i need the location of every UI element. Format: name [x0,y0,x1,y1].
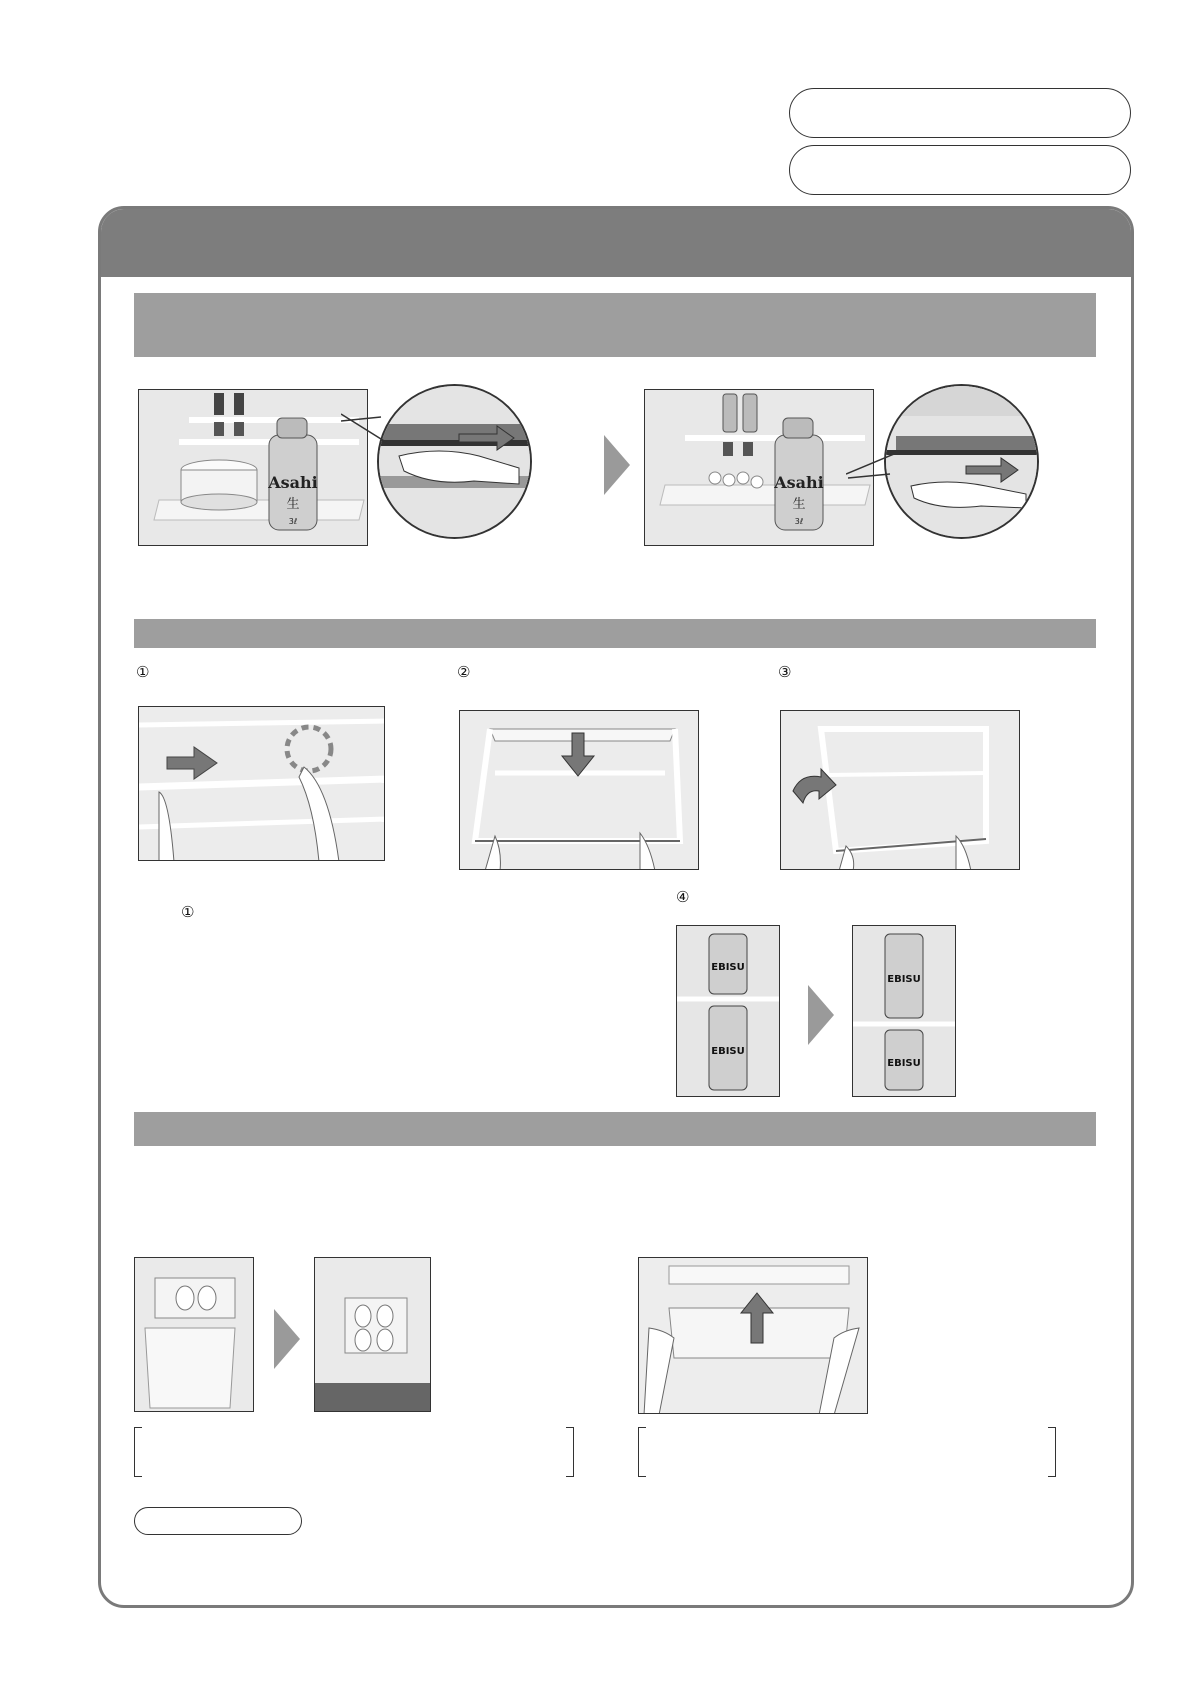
note-bracket-right-2 [1048,1427,1056,1477]
section-3-bar [134,1112,1096,1146]
step-1-label: ① [136,663,150,681]
egg-tray-photo-before [134,1257,254,1412]
ebisu-4-label: EBISU [887,1058,921,1069]
asahi-1-sub: 生 [286,497,300,512]
step-2-label: ② [457,663,471,681]
header-pill-bottom [789,145,1131,195]
asahi-2-sub: 生 [792,497,806,512]
zoom-callout-2 [846,444,896,484]
bottom-note-pill [134,1507,302,1535]
step-3-label: ③ [778,663,792,681]
shelf-photo-after [644,389,874,546]
step-4-photo-before [676,925,780,1097]
asahi-2-size: 3ℓ [794,517,804,526]
door-pocket-photo [638,1257,868,1414]
note-bracket-left-2 [638,1427,646,1477]
step-4-label: ④ [676,888,690,906]
section-2-bar [134,619,1096,648]
asahi-1-label: Asahi [268,473,318,492]
shelf-photo-before [138,389,368,546]
note-bracket-left-1 [134,1427,142,1477]
ebisu-2-label: EBISU [711,1046,745,1057]
ebisu-3-label: EBISU [887,974,921,985]
triangle-right-icon-2 [808,985,834,1045]
note-bracket-right-1 [566,1427,574,1477]
shelf-zoom-after [884,384,1039,539]
step-4-photo-after [852,925,956,1097]
triangle-right-icon-3 [274,1309,300,1369]
step-1-photo [138,706,385,861]
triangle-right-icon [604,435,630,495]
egg-tray-photo-after [314,1257,431,1412]
step-2-photo [459,710,699,870]
header-pill-top [789,88,1131,138]
note-step-ref: ① [181,903,195,921]
asahi-1-size: 3ℓ [288,517,298,526]
section-1-bar [134,293,1096,357]
step-3-photo [780,710,1020,870]
content-frame [98,206,1134,1608]
zoom-callout-1 [341,409,391,449]
frame-header-bar [101,209,1131,277]
shelf-zoom-before [377,384,532,539]
ebisu-1-label: EBISU [711,962,745,973]
asahi-2-label: Asahi [774,473,824,492]
